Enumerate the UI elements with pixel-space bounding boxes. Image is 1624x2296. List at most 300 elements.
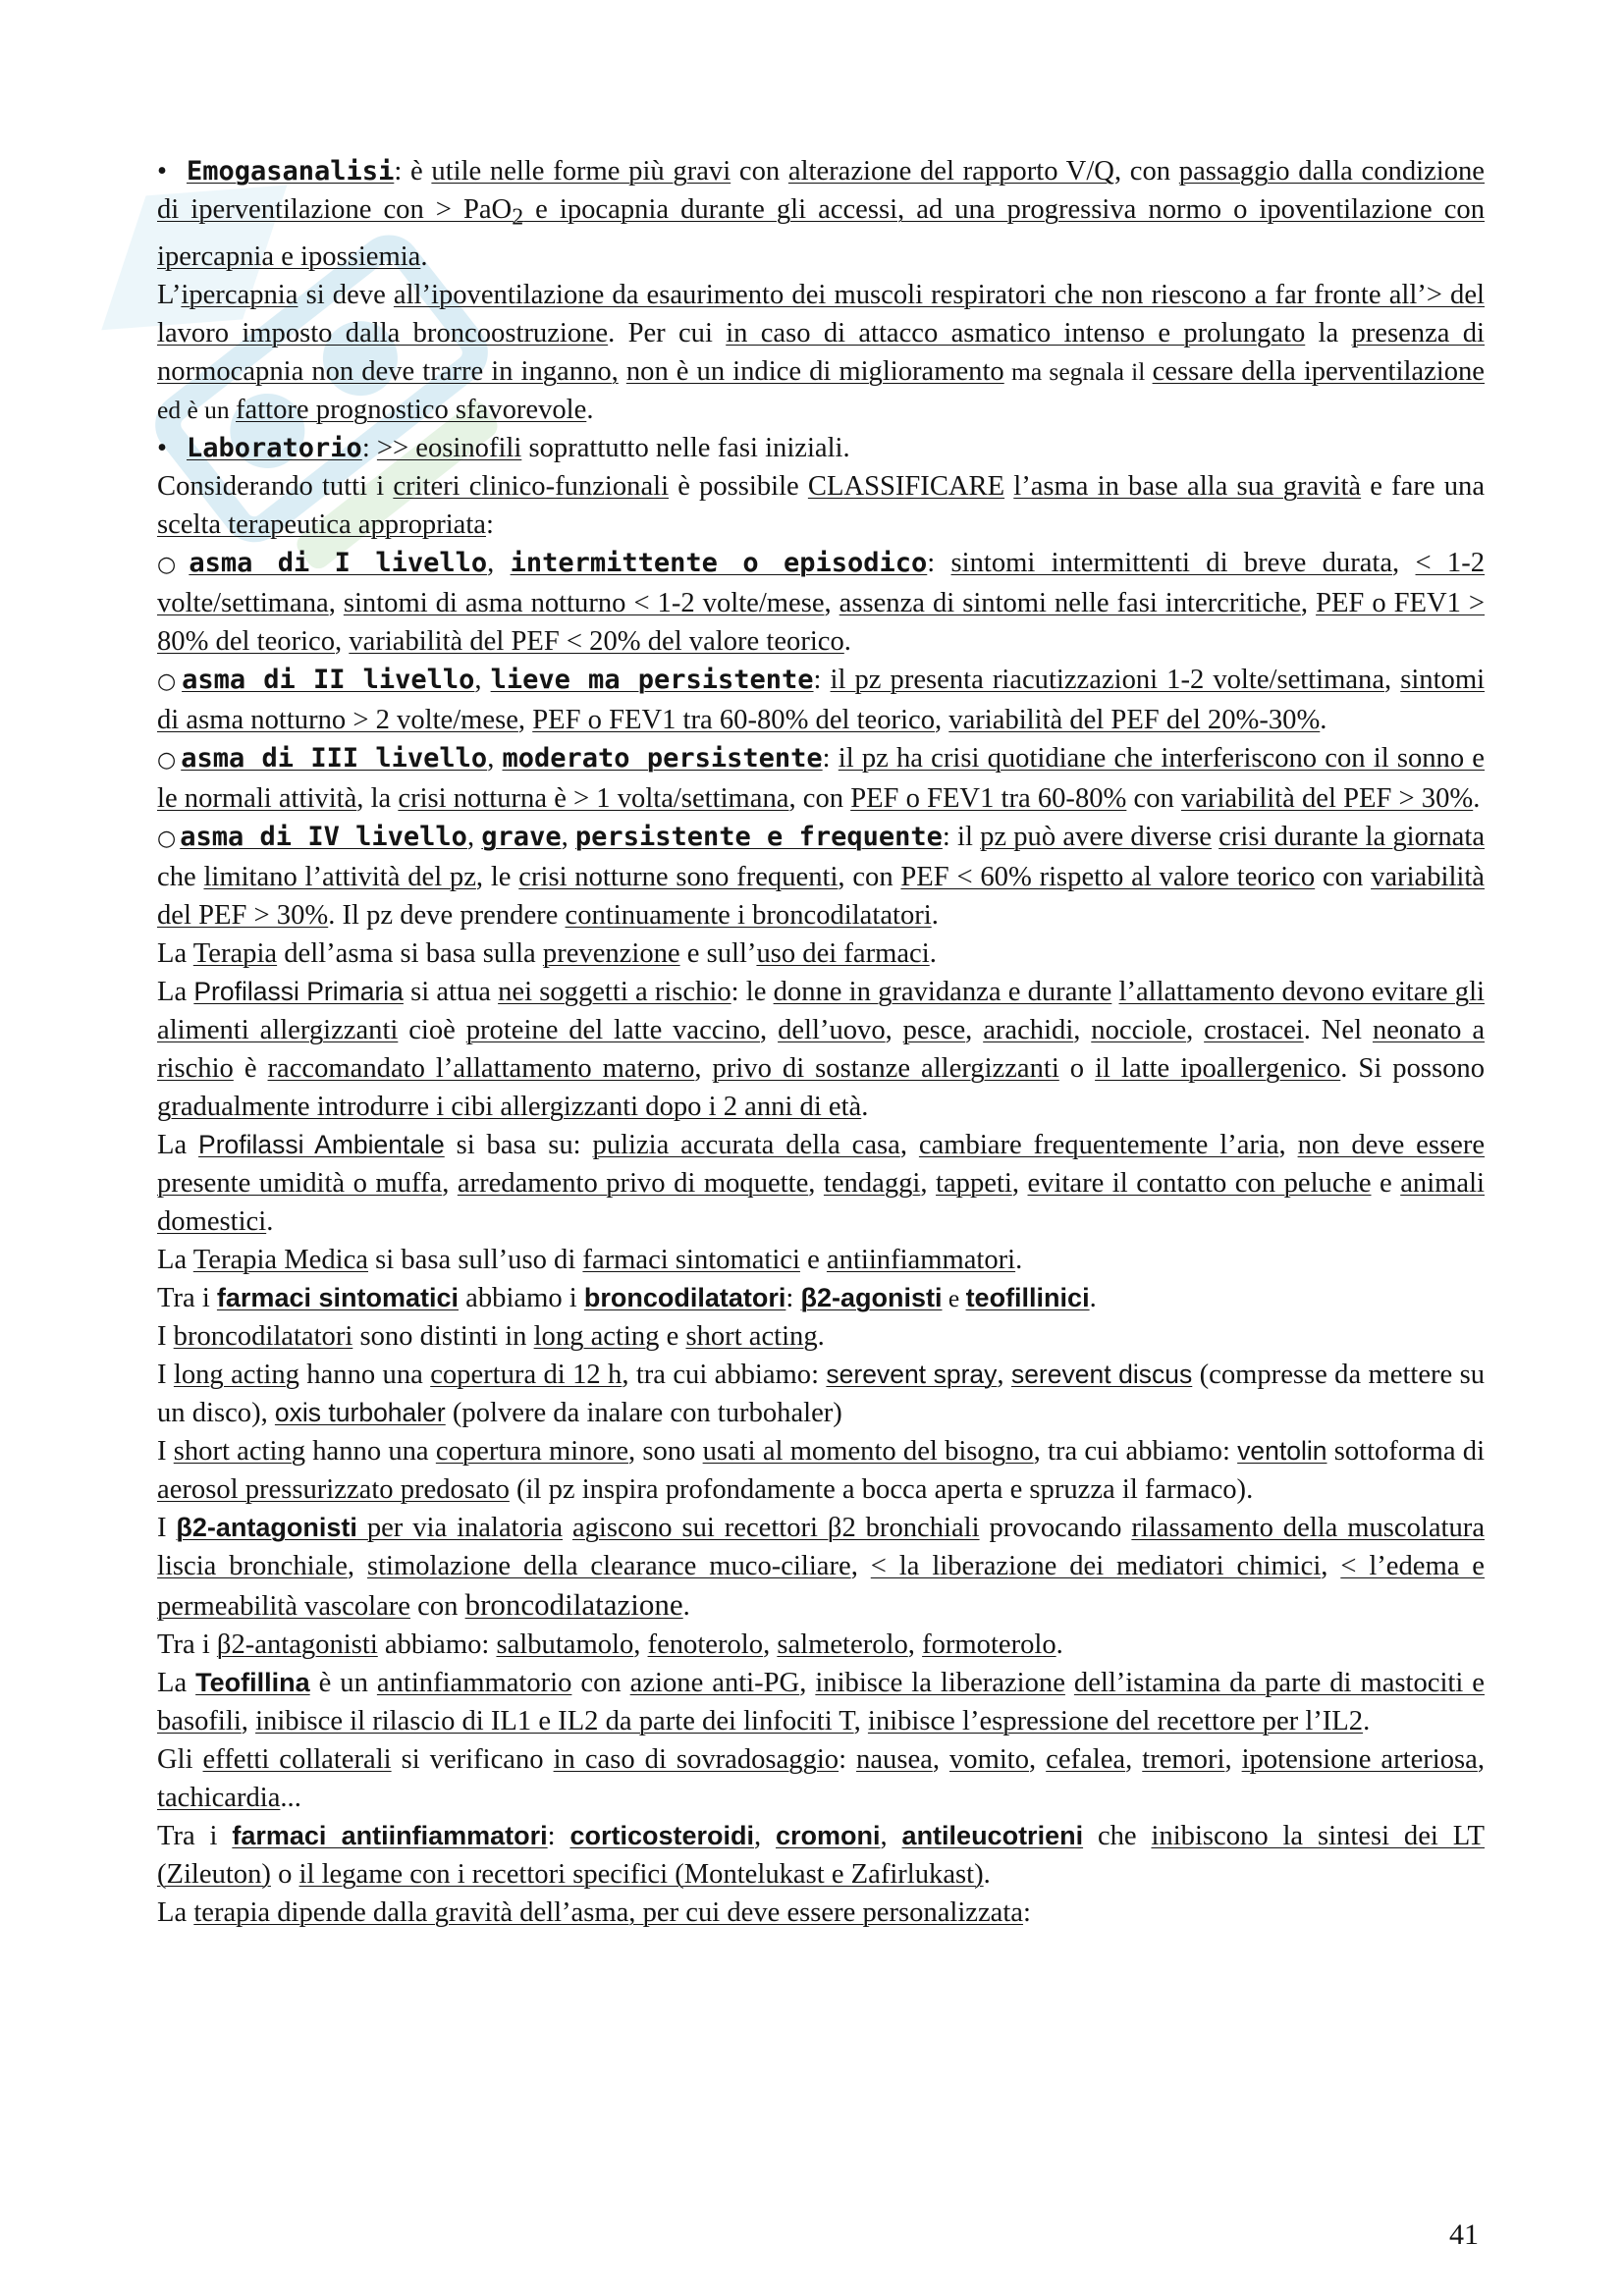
paragraph-livello-3 <box>157 739 1485 818</box>
text-span: , <box>920 1167 937 1199</box>
text-span: PEF o FEV1 > 80% del teorico <box>157 587 1486 657</box>
text-span: agiscono sui recettori β2 bronchiali <box>571 1512 980 1543</box>
text-span: , <box>853 1705 868 1736</box>
text-span: arachidi <box>983 1014 1074 1045</box>
text-span: con <box>571 1667 630 1698</box>
text-span: uso dei farmaci <box>756 937 930 969</box>
text-span: , <box>885 1014 903 1045</box>
text-span: (compresse da mettere su un disco), <box>157 1359 1486 1428</box>
text-span: aerosol pressurizzato predosato <box>157 1473 510 1505</box>
text-span: La <box>157 1667 196 1698</box>
text-span: hanno una <box>305 1435 436 1467</box>
text-span: , <box>907 1629 923 1660</box>
text-span: , <box>1278 1129 1298 1160</box>
text-span: farmaci sintomatici <box>582 1244 800 1275</box>
text-span: moderato persistente <box>502 742 823 774</box>
text-span: Tra i <box>157 1629 217 1660</box>
text-span: abbiamo: <box>377 1629 497 1660</box>
text-span: Tra i <box>157 1820 233 1851</box>
text-span: privo di sostanze allergizzanti <box>712 1052 1059 1084</box>
text-span: Tra i <box>157 1282 217 1313</box>
text-span: , <box>799 1667 816 1698</box>
text-span: . <box>843 625 851 657</box>
text-span: . <box>1015 1244 1023 1275</box>
text-span: nei soggetti a rischio <box>498 976 731 1007</box>
text-span: tappeti <box>936 1167 1012 1199</box>
text-span: Terapia <box>192 937 278 969</box>
text-span: animali domestici <box>157 1167 1485 1237</box>
text-span: usati al momento del bisogno <box>702 1435 1034 1467</box>
text-span: , <box>474 664 491 695</box>
text-span: , <box>1073 1014 1092 1045</box>
text-span: La <box>157 1129 199 1160</box>
text-span: , <box>899 1129 919 1160</box>
text-span: il pz presenta riacutizzazioni 1-2 volte/settimana <box>830 664 1385 695</box>
text-span: , tra cui abbiamo: <box>1033 1435 1238 1467</box>
text-span: : <box>547 1820 570 1851</box>
text-span: variabilità del PEF > 30% <box>1180 782 1474 814</box>
text-span: nocciole <box>1091 1014 1187 1045</box>
text-span: che <box>157 861 204 892</box>
text-span: < 1-2 volte/settimana <box>157 547 1486 618</box>
text-span: , le <box>475 861 519 892</box>
text-span: , <box>466 821 482 852</box>
text-span: . <box>1363 1705 1371 1736</box>
paragraph-broncodilatatori <box>157 1317 1485 1356</box>
text-span: Profilassi Primaria <box>193 976 404 1006</box>
text-span: : <box>361 432 377 463</box>
text-span: tremori <box>1142 1743 1225 1775</box>
circle-bullet-icon: ○ <box>157 552 186 577</box>
text-span: sintomi di asma notturno > 2 volte/mese <box>157 664 1486 735</box>
circle-bullet-icon: ○ <box>157 747 178 773</box>
text-span: long acting <box>173 1359 299 1390</box>
text-span: Profilassi Ambientale <box>198 1129 445 1159</box>
text-span: , la <box>356 782 399 814</box>
text-span: sintomi intermittenti di breve durata <box>950 547 1393 578</box>
text-span: criteri clinico-funzionali <box>393 470 670 502</box>
text-span: si attua <box>403 976 499 1007</box>
text-span: asma di I livello <box>189 547 488 578</box>
text-span: : il <box>942 821 981 852</box>
text-span: vomito <box>948 1743 1030 1775</box>
text-span: antileucotrieni <box>901 1820 1084 1850</box>
text-span <box>1111 977 1118 1007</box>
text-span: , <box>633 1629 648 1660</box>
text-span: il pz ha crisi quotidiane che interferiscono con il sonno e le normali attività <box>157 742 1486 814</box>
text-span: antiinfiammatori <box>826 1244 1016 1275</box>
text-span: . Nel <box>1303 1014 1373 1045</box>
text-span: broncodilatatori <box>583 1282 786 1312</box>
text-span: la <box>1305 317 1352 348</box>
text-span: il legame con i recettori specifici (Montelukast e Zafirlukast) <box>298 1858 984 1890</box>
text-span: non è un indice di miglioramento <box>625 355 1004 387</box>
text-span: , sono <box>628 1435 703 1467</box>
text-span: si basa sull’uso di <box>368 1244 583 1275</box>
text-span: , tra cui abbiamo: <box>622 1359 827 1390</box>
text-span: . <box>266 1205 274 1237</box>
text-span: , <box>880 1820 902 1851</box>
text-span: I <box>157 1512 177 1543</box>
text-span: , <box>808 1167 824 1199</box>
text-span: inibisce il rilascio di IL1 e IL2 da parte dei linfociti T <box>255 1705 854 1736</box>
text-span: oxis turbohaler <box>274 1397 446 1427</box>
paragraph-beta2-antagonisti <box>157 1509 1485 1626</box>
text-span: è un <box>309 1667 377 1698</box>
text-span: scelta terapeutica appropriata <box>157 508 486 540</box>
text-span: si deve <box>298 279 394 310</box>
text-span: cessare della iperventilazione <box>1152 355 1485 387</box>
text-span: donne in gravidanza e durante <box>773 976 1112 1007</box>
text-span: con <box>731 156 788 187</box>
text-span: utile nelle forme più gravi <box>431 156 731 187</box>
text-span: teofillinici <box>965 1282 1090 1312</box>
text-span: il latte ipoallergenico <box>1095 1052 1341 1084</box>
text-span: . <box>1089 1282 1097 1313</box>
text-span: corticosteroidi <box>569 1820 754 1850</box>
text-span: rilassamento della muscolatura liscia bronchiale <box>157 1512 1486 1581</box>
document-body <box>157 152 1485 1932</box>
text-span: ipotensione arteriosa <box>1241 1743 1478 1775</box>
text-span: salbutamolo <box>496 1629 634 1660</box>
text-span: . <box>983 1858 991 1890</box>
text-span: La <box>157 937 193 969</box>
text-span: . <box>1320 704 1327 735</box>
text-span: nausea <box>856 1743 933 1775</box>
text-span: ventolin <box>1237 1435 1327 1466</box>
paragraph-terapia-personalizzata <box>157 1894 1485 1932</box>
paragraph-livello-2 <box>157 661 1485 739</box>
text-span: long acting <box>533 1320 660 1352</box>
text-span: soprattutto nelle fasi iniziali. <box>521 432 850 463</box>
paragraph-livello-1 <box>157 544 1485 661</box>
text-span: stimolazione della clearance muco-ciliare <box>366 1550 851 1581</box>
text-span: < la liberazione dei mediatori chimici <box>870 1550 1322 1581</box>
text-span: terapia dipende dalla gravità dell’asma, per cui deve essere personalizzata <box>193 1896 1023 1928</box>
text-span: fattore prognostico sfavorevole <box>236 394 587 425</box>
text-span: Considerando tutti i <box>157 470 394 502</box>
paragraph-laboratorio <box>157 429 1485 467</box>
text-span: < l’edema e permeabilità vascolare <box>157 1550 1485 1622</box>
text-span: dell’uovo <box>778 1014 886 1045</box>
text-span <box>1004 471 1013 502</box>
text-span <box>563 1513 572 1543</box>
text-span: sottoforma di <box>1326 1435 1486 1467</box>
text-span: alterazione del rapporto V/Q <box>787 156 1114 187</box>
text-span: ... <box>280 1782 301 1813</box>
text-span: . Il pz deve prendere <box>328 899 566 931</box>
text-span: non deve essere presente umidità o muffa <box>157 1129 1486 1199</box>
text-span: con <box>1126 782 1181 814</box>
text-span: β2-antagonisti <box>176 1512 357 1542</box>
text-span: . <box>682 1590 690 1622</box>
text-span: gradualmente introdurre i cibi allergizzanti dopo i 2 anni di età <box>157 1091 862 1122</box>
text-span: , <box>763 1629 778 1660</box>
text-span: copertura di 12 h <box>430 1359 623 1390</box>
paragraph-terapia-medica <box>157 1241 1485 1279</box>
paragraph-antiinfiammatori <box>157 1817 1485 1894</box>
text-span: : <box>1023 1896 1031 1928</box>
text-span: . <box>1473 782 1481 814</box>
text-span: , <box>1384 664 1401 695</box>
text-span: variabilità del PEF > 30% <box>157 861 1485 931</box>
text-span: , con <box>788 782 851 814</box>
text-span: l’allattamento devono evitare gli alimenti allergizzanti <box>157 976 1485 1045</box>
text-span: l’asma in base alla sua gravità <box>1013 470 1362 502</box>
text-span: , <box>1224 1743 1242 1775</box>
text-span: abbiamo i <box>459 1282 584 1313</box>
text-span: provocando <box>979 1512 1132 1543</box>
text-span: , <box>1186 1014 1205 1045</box>
text-span: , <box>487 742 503 774</box>
paragraph-teofillina <box>157 1664 1485 1740</box>
text-span <box>1065 1668 1074 1698</box>
text-span: . <box>1056 1629 1063 1660</box>
circle-bullet-icon: ○ <box>157 668 179 694</box>
text-span: PEF o FEV1 tra 60-80% <box>850 782 1127 814</box>
text-span: : <box>822 742 839 774</box>
text-span: ma segnala il <box>1003 356 1153 386</box>
text-span: short acting <box>685 1320 818 1352</box>
text-span: : <box>813 664 831 695</box>
paragraph-long-acting <box>157 1356 1485 1432</box>
text-span: serevent discus <box>1010 1359 1193 1389</box>
text-span: ipercapnia <box>181 279 298 310</box>
text-span: , <box>1321 1550 1341 1581</box>
text-span: in caso di attacco asmatico intenso e prolungato <box>726 317 1306 348</box>
text-span: , <box>1392 547 1416 578</box>
text-span: pesce <box>902 1014 966 1045</box>
text-span: pulizia accurata della casa <box>592 1129 900 1160</box>
text-span: : <box>839 1743 857 1775</box>
text-span: inibiscono la sintesi dei LT (Zileuton) <box>157 1820 1486 1890</box>
paragraph-beta2-lista <box>157 1626 1485 1664</box>
text-span: , <box>997 1359 1011 1390</box>
text-span: e <box>1371 1167 1401 1199</box>
paragraph-livello-4 <box>157 818 1485 934</box>
text-span: variabilità del PEF < 20% del valore teorico <box>349 625 844 657</box>
text-span: . Per cui <box>608 317 727 348</box>
text-span: ed è un <box>157 395 237 424</box>
text-span: : <box>927 547 951 578</box>
text-span: , <box>442 1167 458 1199</box>
text-span: , <box>760 1014 779 1045</box>
text-span: . <box>420 240 428 272</box>
text-span: hanno una <box>298 1359 431 1390</box>
text-span: persistente e frequente <box>574 821 943 852</box>
text-span: : è <box>394 156 432 187</box>
text-span: Laboratorio <box>187 432 362 463</box>
text-span: limitano l’attività del pz <box>203 861 476 892</box>
text-span: Emogasanalisi <box>187 156 395 187</box>
text-span: dell’asma si basa sulla <box>277 937 543 969</box>
text-span: I <box>157 1435 174 1467</box>
page-number: 41 <box>1449 2218 1479 2251</box>
text-span: , <box>328 587 344 618</box>
text-span: . <box>861 1091 869 1122</box>
paragraph-farmaci-sintomatici <box>157 1279 1485 1317</box>
text-span: , <box>1011 1167 1028 1199</box>
text-span: PEF < 60% rispetto al valore teorico <box>900 861 1316 892</box>
text-span: inibisce l’espressione del recettore per l’IL2 <box>867 1705 1364 1736</box>
text-span: Gli <box>157 1743 203 1775</box>
text-span: β2-antagonisti <box>216 1629 378 1660</box>
circle-bullet-icon: ○ <box>157 826 177 851</box>
text-span: crisi durante la giornata <box>1218 821 1486 852</box>
text-span: antinfiammatorio <box>376 1667 572 1698</box>
text-span: , <box>1477 1743 1486 1775</box>
text-span: tendaggi <box>823 1167 921 1199</box>
text-span: cefalea <box>1046 1743 1126 1775</box>
text-span: L’ <box>157 279 182 310</box>
text-span: PEF o FEV1 tra 60-80% del teorico <box>532 704 935 735</box>
text-span: è possibile <box>669 470 808 502</box>
text-span: , <box>517 704 533 735</box>
text-span: . <box>929 937 937 969</box>
text-span: proteine del latte vaccino <box>465 1014 761 1045</box>
text-span: azione anti-PG <box>629 1667 800 1698</box>
text-span: I <box>157 1359 174 1390</box>
text-span: e fare una <box>1361 470 1486 502</box>
text-span: Teofillina <box>195 1667 310 1697</box>
text-span: cambiare frequentemente l’aria <box>918 1129 1279 1160</box>
paragraph-classificazione <box>157 467 1485 544</box>
text-span: crostacei <box>1204 1014 1304 1045</box>
text-span: prevenzione <box>542 937 680 969</box>
text-span: , <box>935 704 949 735</box>
text-span: , <box>932 1743 949 1775</box>
text-span: crisi notturne sono frequenti <box>518 861 839 892</box>
text-span: presenza di normocapnia non deve trarre in inganno, <box>157 317 1486 387</box>
paragraph-profilassi-ambientale <box>157 1126 1485 1241</box>
text-span: asma di IV livello <box>180 821 467 852</box>
text-span: pz può avere diverse <box>980 821 1212 852</box>
text-span: : <box>785 1282 801 1313</box>
text-span: , <box>347 1550 367 1581</box>
text-span: crisi notturna è > 1 volta/settimana <box>398 782 789 814</box>
text-span: , <box>850 1550 871 1581</box>
text-span: sintomi di asma notturno < 1-2 volte/mese <box>343 587 825 618</box>
text-span: >> eosinofili <box>376 432 522 463</box>
text-span: : le <box>731 976 774 1007</box>
text-span: con <box>410 1590 465 1622</box>
paragraph-emogasanalisi: • Emogasanalisi: è utile nelle forme più gravi con alterazione del rapporto V/Q, con passaggio dalla condizione di iperventilazione con > PaO$_2$ e ipocapnia durante gli accessi, ad una progressiva normo o ipoventilazione con ipercapnia e ipossiemia. <box>157 152 1485 276</box>
text-span: . Si possono <box>1340 1052 1486 1084</box>
text-span: . <box>931 899 939 931</box>
text-span: dell’istamina da parte di mastociti e basofili <box>157 1667 1485 1736</box>
text-span: variabilità del PEF del 20%-30% <box>948 704 1321 735</box>
text-span: . <box>817 1320 825 1352</box>
bullet-icon: • <box>157 156 168 187</box>
paragraph-ipercapnia <box>157 276 1485 429</box>
text-span: cromoni <box>776 1820 881 1850</box>
text-span: , <box>965 1014 984 1045</box>
paragraph-profilassi-primaria <box>157 973 1485 1126</box>
text-span: La <box>157 976 194 1007</box>
text-span: raccomandato l’allattamento materno <box>267 1052 695 1084</box>
text-span: farmaci sintomatici <box>216 1282 460 1312</box>
text-span: , con <box>1113 156 1179 187</box>
text-span: , <box>754 1820 777 1851</box>
text-span: tachicardia <box>157 1782 281 1813</box>
text-span: , <box>694 1052 713 1084</box>
text-span: e <box>799 1244 827 1275</box>
text-span: , <box>824 587 839 618</box>
text-span: salmeterolo <box>777 1629 908 1660</box>
text-span: passaggio dalla condizione di iperventilazione con > PaO <box>157 156 1485 225</box>
text-span: con <box>1315 861 1372 892</box>
text-span <box>619 356 626 387</box>
text-span: broncodilatatori <box>173 1320 353 1352</box>
text-span: , <box>487 547 511 578</box>
text-span: β2-agonisti <box>800 1282 943 1312</box>
text-span: I <box>157 1320 174 1352</box>
text-span: , con <box>838 861 901 892</box>
text-span: , <box>1029 1743 1047 1775</box>
text-span: short acting <box>173 1435 306 1467</box>
text-span: intermittente o episodico <box>510 547 928 578</box>
text-span: neonato a rischio <box>157 1014 1486 1084</box>
paragraph-terapia <box>157 934 1485 973</box>
text-span: grave <box>481 821 562 852</box>
text-span: o <box>1058 1052 1096 1084</box>
paragraph-short-acting <box>157 1432 1485 1509</box>
text-span: farmaci antiinfiammatori <box>232 1820 548 1850</box>
text-span: e <box>659 1320 686 1352</box>
text-span: Terapia Medica <box>192 1244 368 1275</box>
text-span: copertura minore <box>435 1435 629 1467</box>
text-span: inibisce la liberazione <box>815 1667 1065 1698</box>
bullet-icon: • <box>157 432 168 463</box>
text-span: La <box>157 1896 194 1928</box>
text-span: si basa su: <box>444 1129 593 1160</box>
text-span: CLASSIFICARE <box>807 470 1005 502</box>
text-span: si verificano <box>391 1743 554 1775</box>
text-span: evitare il contatto con peluche <box>1027 1167 1372 1199</box>
text-span: all’ipoventilazione da esaurimento dei muscoli respiratori che non riescono a far fronte all’> del lavoro imposto dalla broncoostruzione <box>157 279 1485 348</box>
text-span: assenza di sintomi nelle fasi intercritiche <box>839 587 1301 618</box>
text-span: o <box>270 1858 299 1890</box>
text-span: e ipocapnia durante gli accessi, ad una progressiva normo o ipoventilazione con ipercapnia e ipossiemia <box>157 194 1485 272</box>
text-span: serevent spray <box>826 1359 998 1389</box>
text-span: , <box>1125 1743 1143 1775</box>
text-span: La <box>157 1244 193 1275</box>
text-span: e <box>942 1283 966 1312</box>
text-span: in caso di sovradosaggio <box>553 1743 839 1775</box>
text-span: formoterolo <box>922 1629 1056 1660</box>
text-span: continuamente i broncodilatatori <box>565 899 932 931</box>
text-span: sono distinti in <box>352 1320 534 1352</box>
text-span: fenoterolo <box>647 1629 764 1660</box>
text-span: che <box>1083 1820 1152 1851</box>
text-span: . <box>586 394 594 425</box>
text-span: e sull’ <box>679 937 757 969</box>
text-span: : <box>486 508 494 540</box>
paragraph-effetti-collaterali <box>157 1740 1485 1817</box>
text-span: arredamento privo di moquette <box>457 1167 809 1199</box>
text-span: broncodilatazione <box>464 1586 683 1622</box>
text-span: per via inalatoria <box>356 1512 564 1543</box>
text-span: , <box>241 1705 256 1736</box>
text-span: è <box>233 1052 268 1084</box>
text-span: (polvere da inalare con turbohaler) <box>445 1397 842 1428</box>
text-span: asma di II livello <box>182 664 475 695</box>
text-span: , <box>561 821 575 852</box>
text-span: cioè <box>398 1014 466 1045</box>
text-span: , <box>1300 587 1317 618</box>
text-span: lieve ma persistente <box>490 664 814 695</box>
text-span: asma di III livello <box>181 742 488 774</box>
